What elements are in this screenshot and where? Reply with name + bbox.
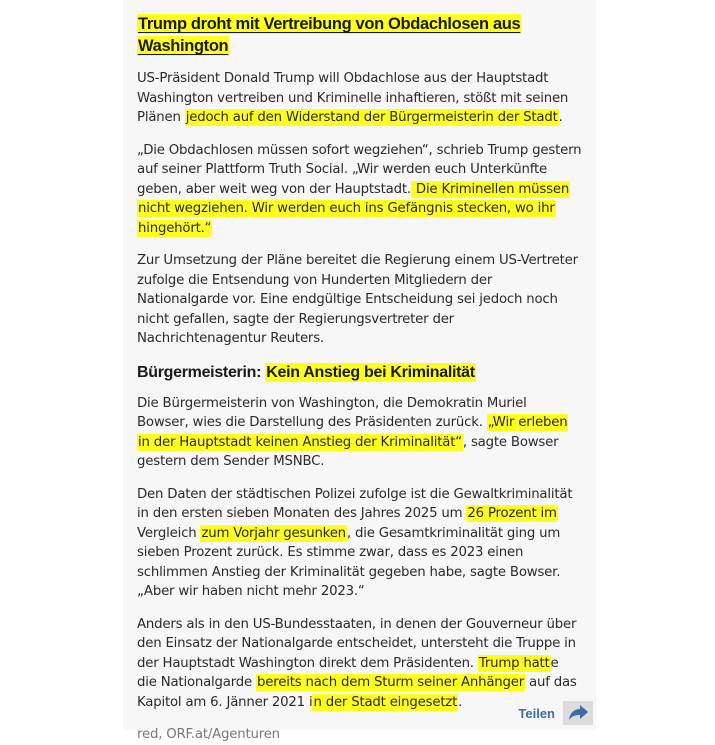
article [123,0,596,742]
paragraph-4: Die Bürgermeisterin von Washington, die Demokratin Muriel Bowser, wies die Darstellung des Präsidenten zurück. „Wir erleben in der Hauptstadt keinen Anstieg der Kriminalität“, sagte Bowser gestern dem Sender MSNBC. [137,395,568,469]
share-label[interactable]: Teilen [518,705,555,721]
share-button[interactable] [518,701,593,725]
paragraph-2: „Die Obdachlosen müssen sofort wegziehen“, schrieb Trump gestern auf seiner Plattform Truth Social. „Wir werden euch Unterkünfte geben, aber weit weg von der Hauptstadt. Die Kriminellen müssen nicht wegziehen. Wir werden euch ins Gefängnis stecken, wo ihr hingehört.“ [137,142,582,236]
source-credit: red, ORF.at/Agenturen [137,727,280,742]
share-arrow-icon[interactable] [563,701,593,725]
article-title: Trump droht mit Vertreibung von Obdachlosen aus Washington [138,15,521,55]
paragraph-6: Anders als in den US-Bundesstaaten, in denen der Gouverneur über den Einsatz der Nationalgarde entscheidet, untersteht die Truppe in der Hauptstadt Washington direkt dem Präsidenten. Trump hatte die Nationalgarde bereits nach dem Sturm seiner Anhänger auf das Kapitol am 6. Jänner 2021 in der Stadt eingesetzt. [137,616,577,710]
subheading: Bürgermeisterin: Kein Anstieg bei Kriminalität [137,363,475,381]
paragraph-1: US-Präsident Donald Trump will Obdachlose aus der Hauptstadt Washington vertreiben und Kriminelle inhaftieren, stößt mit seinen Plänen jedoch auf den Widerstand der Bürgermeisterin der Stadt. [137,71,569,125]
paragraph-5: Den Daten der städtischen Polizei zufolge ist die Gewaltkriminalität in den ersten sieben Monaten des Jahres 2025 um 26 Prozent im Vergleich zum Vorjahr gesunken, die Gesamtkriminalität ging um sieben Prozent zurück. Es stimme zwar, dass es 2023 einen schlimmen Anstieg der Kriminalität gegeben habe, sagte Bowser. „Aber wir haben nicht mehr 2023.“ [137,486,573,599]
paragraph-3: Zur Umsetzung der Pläne bereitet die Regierung einem US-Vertreter zufolge die Entsendung von Hunderten Mitgliedern der Nationalgarde vor. Eine endgültige Entscheidung sei jedoch noch nicht gefallen, sagte der Regierungsvertreter der Nachrichtenagentur Reuters. [137,253,578,346]
